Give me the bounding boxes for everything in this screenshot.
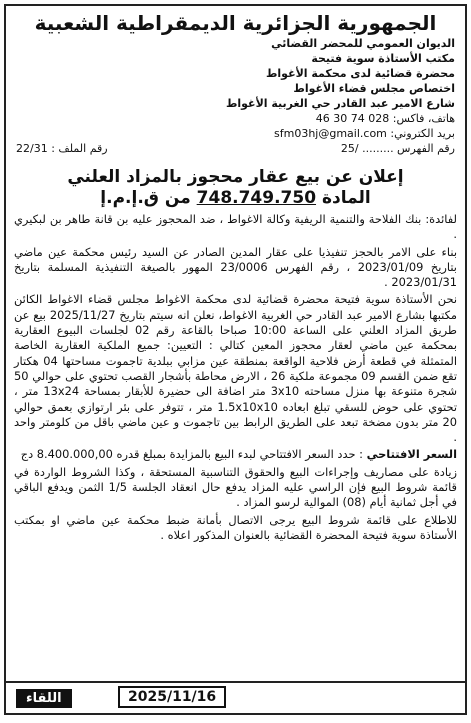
publication-date: 2025/11/16 xyxy=(118,686,226,708)
notice-title: إعلان عن بيع عقار محجوز بالمزاد العلني xyxy=(67,167,404,187)
email-label: بريد الكتروني: xyxy=(390,127,455,140)
reference-line xyxy=(6,141,465,156)
payment-terms-paragraph: زيادة على مصاريف وإجراءات البيع والحقوق التناسبية المستحقة ، وكذا الشروط الواردة في قائمة شروط البيع فإن الراسي عليه المزاد يدفع حال انعقاد الجلسة 1/5 الثمن ويدفع الباقي في أجل ثمانية أيام (08) الموالية لرسو المزاد . xyxy=(14,464,457,510)
contact-paragraph: للاطلاع على قائمة شروط البيع يرجى الاتصال بأمانة ضبط محكمة عين ماضي او بمكتب الأستاذة سوية فتيحة المحضرة القضائية بالعنوان المذكور اعلاه . xyxy=(14,512,457,542)
phone-line xyxy=(6,111,465,126)
beneficiary-paragraph: لفائدة: بنك الفلاحة والتنمية الريفية وكالة الاغواط ، ضد المحجوز عليه بن قانة طاهر بن لبكيري . xyxy=(14,212,457,242)
office-line-4: اختصاص مجلس قضاء الأغواط xyxy=(293,82,455,95)
footer-bar xyxy=(6,681,465,713)
republic-heading: الجمهورية الجزائرية الديمقراطية الشعبية xyxy=(34,11,437,35)
email-line xyxy=(6,126,465,141)
notice-body xyxy=(6,208,465,543)
opening-price-text: : حدد السعر الافتتاحي لبدء البيع بالمزايدة بمبلغ قدره 8.400.000,00 دج xyxy=(20,447,367,462)
file-number: رقم الملف : 22/31 xyxy=(16,142,108,155)
notice-subtitle xyxy=(6,188,465,208)
article-prefix: المادة xyxy=(316,188,371,208)
office-line-3: محضرة قضائية لدى محكمة الأغواط xyxy=(265,67,455,80)
opening-price-paragraph xyxy=(14,447,457,462)
legal-notice-page xyxy=(4,4,467,715)
opening-price-label: السعر الافتتاحي xyxy=(366,447,457,462)
phone-number: 028 74 30 46 xyxy=(315,112,390,125)
office-header xyxy=(6,36,465,156)
article-numbers: 748.749.750 xyxy=(196,188,317,208)
phone-label: هاتف، فاكس: xyxy=(392,112,455,125)
sale-details-paragraph: نحن الأستاذة سوية فتيحة محضرة قضائية لدى محكمة الاغواط مجلس قضاء الاغواط الكائن مكتبها بشارع الامير عبد القادر حي الغربية الاغواط، نعلن انه سيتم بتاريخ 2025/11/27 بيع عن طريق المزاد العلني على الساعة 10:00 صباحا بالقاعة رقم 02 لجلسات البيوع العقارية بمحكمة عين ماضي لعقار محجوز المعين كتالي : التعيين: جميع الملكية العقارية الخاصة المتمثلة في قطعة أرض فلاحية الواقعة بمنطقة عين مزابي ببلدية تاجموت مساحتها 04 هكتار تقع ضمن القسم 09 مجموعة ملكية 26 ، الارض محاطة بأشجار القصب تحتوي على حوالي 50 شجرة متنوعة بها منزل مساحته 3x10 متر اضافة الى حضيرة للأبقار بمساحة 13x24 متر ، تحتوي على حوض للسقي تبلغ ابعاده 1.5x10x10 متر ، تتوفر على بئر ارتوازي بعمق حوالي 20 متر بدون مضخة تبعد على الطريق الرابط بين تاجموت و عين ماضي باقل من كلومتر واحد . xyxy=(14,292,458,445)
order-paragraph: بناء على الامر بالحجز تنفيذيا على عقار المدين الصادر عن السيد رئيس محكمة عين ماضي بتاريخ 2023/01/09 ، رقم الفهرس 23/0006 المهور بالصيغة التنفيذية المسلمة بتاريخ 2023/01/31 . xyxy=(14,244,457,290)
office-line-2: مكتب الأستاذة سوية فتيحة xyxy=(311,52,455,65)
newspaper-name: اللقاء xyxy=(16,689,72,708)
office-line-5: شارع الامير عبد القادر حي الغربية الأغواط xyxy=(225,97,455,110)
email-address: sfm03hj@gmail.com xyxy=(274,127,387,140)
office-line-1: الديوان العمومي للمحضر القضائي xyxy=(271,37,455,50)
index-number: رقم الفهرس ......... /25 xyxy=(340,142,455,155)
article-suffix: من ق.إ.م.إ xyxy=(100,188,197,208)
